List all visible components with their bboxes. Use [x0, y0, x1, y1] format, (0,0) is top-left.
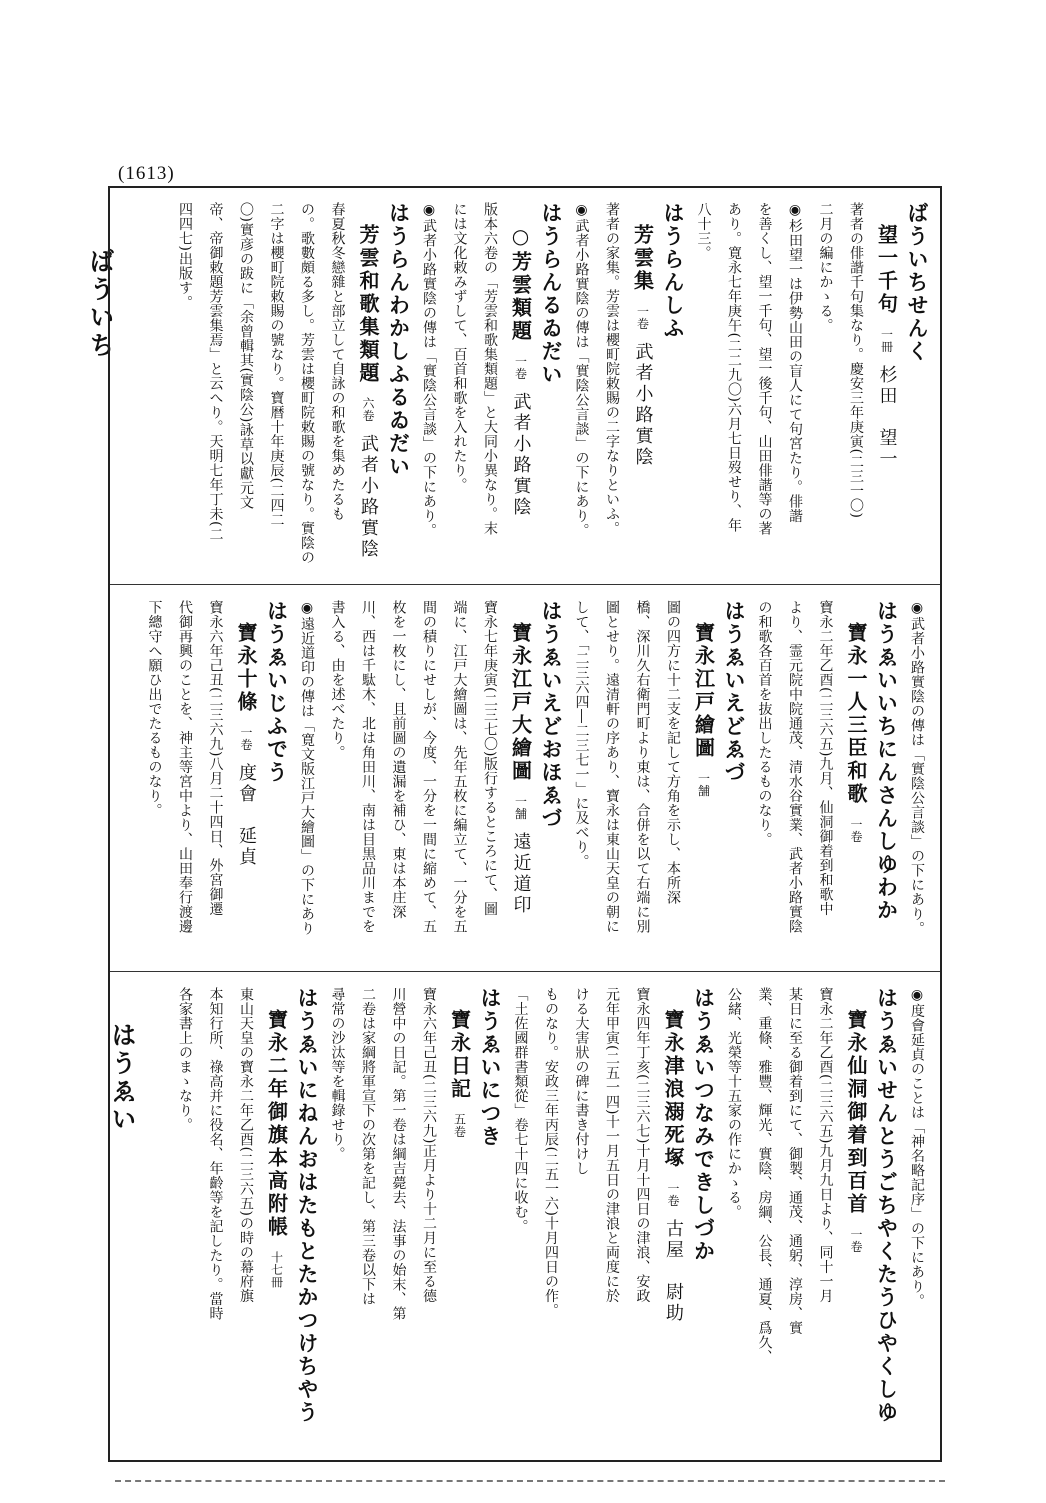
entry-text: 業、重條、雅豐、輝光、實陰、房綱、公長、通夏、爲久、 — [756, 987, 773, 1364]
divider-2 — [110, 971, 940, 972]
entry-title — [871, 202, 902, 575]
title-text: 寶永津浪溺死塚 — [661, 1009, 685, 1170]
side-label-bottom: はうゑい — [108, 1022, 137, 1134]
entry-reading: はうゑいにつき — [478, 987, 503, 1148]
entry-text: 「土佐國群書類從」卷七十四に收む。 — [512, 987, 529, 1234]
entry-text: 著者の俳諧千句集なり。慶安三年庚寅(二三一〇) — [848, 202, 864, 519]
side-label-top: ばういち — [86, 248, 115, 360]
entry-title — [627, 202, 658, 575]
title-text: 芳雲集 — [630, 224, 655, 293]
biography-note: ◉武者小路實陰の傳は「實陰公言談」の下にあり。 — [421, 202, 437, 538]
entry-text: 二字は櫻町院敕賜の號なり。寶暦十年庚辰(二四二 — [268, 202, 285, 527]
entry-text: の和歌各百首を抜出したるものなり。 — [756, 600, 773, 847]
author-name: 武者小路實陰 — [358, 434, 379, 560]
volume-count: 一卷 — [513, 355, 528, 380]
entry-text: 寶永六年己丑(二三六九)八月二十四日、外宮御遷 — [207, 600, 224, 917]
entry-text: 代御再興のことを、神主等宮中より、山田奉行渡邊 — [177, 600, 193, 934]
entry-text: 間の積りにせしが、今度、一分を一間に縮めて、五 — [421, 600, 437, 934]
entry-reading: はうゑいえどおほゑづ — [539, 600, 564, 830]
entries-bottom — [118, 987, 932, 1452]
title-text: 寶永仙洞御着到百首 — [844, 1009, 868, 1216]
author-name: 武者小路實陰 — [510, 392, 532, 518]
entry-text: 書入る、由を述べたり。 — [329, 600, 346, 760]
entry-text: 四四七)出版す。 — [177, 202, 193, 310]
title-text: 寶永一人三臣和歌 — [844, 622, 868, 806]
entry-title — [353, 202, 384, 575]
volume-count: 一冊 — [879, 328, 894, 353]
entry-text: 川、西は千駄木、北は角田川、南は目黒品川までを — [360, 600, 376, 934]
entry-title — [444, 987, 475, 1452]
entry-text: 寶永二年乙酉(二三六五)九月、仙洞御着到和歌中 — [817, 600, 834, 917]
volume-count: 一舗 — [696, 772, 711, 797]
entries-top — [118, 202, 932, 575]
entry-text: 二卷は家綱將軍宣下の次第を記し、第三卷以下は — [360, 987, 376, 1306]
volume-count: 一舗 — [513, 795, 528, 820]
biography-note: ◉武者小路實陰の傳は「實陰公言談」の下にあり。 — [573, 202, 590, 538]
entry-text: 圖の四方に十二支を記して方角を示し、本所深 — [665, 600, 681, 905]
entry-reading: はうらんしふ — [661, 202, 686, 340]
entry-reading: はうらんるゐだい — [539, 202, 564, 386]
entry-title — [505, 202, 536, 575]
entry-text: ものなり。安政三年丙辰(二五一六)十月四日の作。 — [543, 987, 559, 1318]
author-name: 武者小路實陰 — [632, 342, 654, 468]
entry-text: あり。寛永七年庚午(二二九〇)六月七日歿せり、年 — [726, 202, 742, 533]
entry-reading: はうゑいにねんおはたもとたかつけちやう — [295, 987, 320, 1424]
volume-count: 五卷 — [452, 1113, 467, 1138]
title-text: 寶永日記 — [447, 1009, 472, 1101]
entry-text: 枚を一枚にし、且前圖の遺漏を補ひ、東は本庄深 — [390, 600, 407, 919]
entry-text: 寶永七年庚寅(二三七〇)版行するところにて、圖 — [482, 600, 498, 917]
biography-note: ◉遠近道印の傳は「寛文版江戸大繪圖」の下にあり — [299, 600, 315, 936]
volume-count: 一卷 — [666, 1182, 680, 1207]
entry-text: して、「二三六四―二三七一」に及べり。 — [573, 600, 590, 869]
entry-text: 寶永六年己丑(二三六九)正月より十二月に至る德 — [421, 987, 437, 1304]
volume-count: 一卷 — [635, 305, 650, 330]
author-name: 度會 延貞 — [236, 763, 257, 868]
title-text: 寶永江戸繪圖 — [691, 622, 716, 760]
volume-count: 一卷 — [849, 818, 863, 843]
entry-reading: ばういちせんく — [905, 202, 930, 363]
entry-title — [505, 600, 536, 962]
entry-text: 〇)實彦の跋に「余曾輯其(實陰公)詠草以獻元文 — [238, 202, 254, 510]
entry-reading: はうゑいえどゑづ — [722, 600, 747, 784]
entry-text: 端に、江戸大繪圖は、先年五枚に編立て、一分を五 — [451, 600, 468, 934]
entry-text: 八十三。 — [695, 202, 712, 260]
entry-text: 著者の家集。芳雲は櫻町院敕賜の二字なりといふ。 — [604, 202, 620, 536]
entry-text: 寶永四年丁亥(二三六七)十月十四日の津浪、安政 — [634, 987, 651, 1304]
entry-text: より、霊元院中院通茂、清水谷實業、武者小路實陰 — [787, 600, 803, 934]
entry-text: 帝、帝御敕題芳雲集焉」と云へり。天明七年丁未(二 — [207, 202, 224, 542]
divider-1 — [110, 584, 940, 585]
entry-reading: はうらんわかしふるゐだい — [386, 202, 412, 478]
title-text: 寶永十條 — [234, 622, 258, 714]
entry-text: 寶永二年乙酉(二三六五)九月九日より、同十一月 — [817, 987, 834, 1304]
biography-note: ◉杉田望一は伊勢山田の盲人にて句宮たり。俳諧 — [787, 202, 803, 523]
page-number: (1613) — [118, 163, 175, 184]
biography-note: ◉武者小路實陰の傳は「實陰公言談」の下にあり。 — [909, 600, 925, 936]
entry-text: の。歌數頗る多し。芳雲は櫻町院敕賜の號なり。實陰の — [299, 202, 315, 565]
author-name: 杉田 望一 — [876, 365, 898, 470]
section-bottom — [110, 973, 940, 1460]
title-text: 芳雲和歌集類題 — [356, 224, 380, 385]
entry-reading: はうゑいじふでう — [264, 600, 290, 784]
section-top — [110, 188, 940, 583]
entry-reading: はうゑいいちにんさんしゆわか — [874, 600, 900, 922]
biography-note: ◉度會延貞のことは「神名略記序」の下にあり。 — [909, 987, 925, 1308]
entry-text: 圖とせり。遠清軒の序あり、寶永は東山天皇の朝に — [604, 600, 620, 934]
entry-text: 本知行所、祿高并に役名、年齡等を記したり。當時 — [207, 987, 224, 1321]
title-text: 望一千句 — [874, 224, 899, 316]
entry-text: 川營中の日記。第一卷は綱吉薨去、法事の始末、第 — [390, 987, 407, 1321]
entry-text: 橋、深川久右衛門町より東は、合併を以て右端に別 — [634, 600, 651, 934]
entry-title — [658, 987, 689, 1452]
entry-text: を善くし、望一千句、望一後千句、山田俳諧等の著 — [756, 202, 773, 536]
entry-reading: はうゑいせんとうごちやくたうひやくしゆ — [874, 987, 900, 1424]
entries-middle — [118, 600, 932, 962]
entry-title — [688, 600, 719, 962]
entry-text: 下總守へ願ひ出でたるものなり。 — [146, 600, 163, 818]
page-frame — [108, 186, 942, 1462]
entry-text: には文化敕みずして、百首和歌を入れたり。 — [451, 202, 468, 492]
entry-text: 尋常の沙汰等を輯錄せり。 — [329, 987, 346, 1161]
author-name: 古屋 尉助 — [663, 1219, 684, 1324]
title-text: 寶永江戸大繪圖 — [508, 622, 533, 783]
entry-text: 春夏秋冬戀雜と部立して自詠の和歌を集めたるも — [329, 202, 346, 521]
author-name: 遠近道印 — [510, 832, 532, 916]
entry-text: 公緒、光榮等十五家の作にかゝる。 — [726, 987, 742, 1219]
entry-text: ける大害狀の碑に書き付けし — [573, 987, 590, 1176]
entry-text: 東山天皇の寶永二年乙酉(二三六五)の時の幕府旗 — [238, 987, 254, 1304]
entry-text: 各家書上のまゝなり。 — [177, 987, 193, 1132]
entry-title — [231, 600, 262, 962]
entry-text: 版本六卷の「芳雲和歌集類題」と大同小異なり。末 — [482, 202, 498, 536]
bottom-dashed-rule — [115, 1480, 945, 1482]
entry-text: 元年甲寅(二五一四)十一月五日の津浪と両度に於 — [604, 987, 620, 1304]
volume-count: 一卷 — [239, 726, 253, 751]
entry-text: 某日に至る御着到にて、御製、通茂、通躬、淳房、實 — [787, 987, 803, 1335]
title-text: 寶永二年御旗本高附帳 — [264, 1009, 289, 1239]
entry-title — [841, 987, 872, 1452]
section-middle — [110, 586, 940, 970]
volume-count: 一卷 — [849, 1228, 863, 1253]
volume-count: 十七冊 — [269, 1251, 284, 1289]
entry-title — [841, 600, 872, 962]
entry-text: 二月の編にかゝる。 — [817, 202, 834, 333]
entry-reading: はうゑいつなみできしづか — [691, 987, 717, 1263]
volume-count: 六卷 — [361, 397, 375, 422]
entry-title — [261, 987, 292, 1452]
title-text: ○芳雲類題 — [508, 224, 533, 343]
